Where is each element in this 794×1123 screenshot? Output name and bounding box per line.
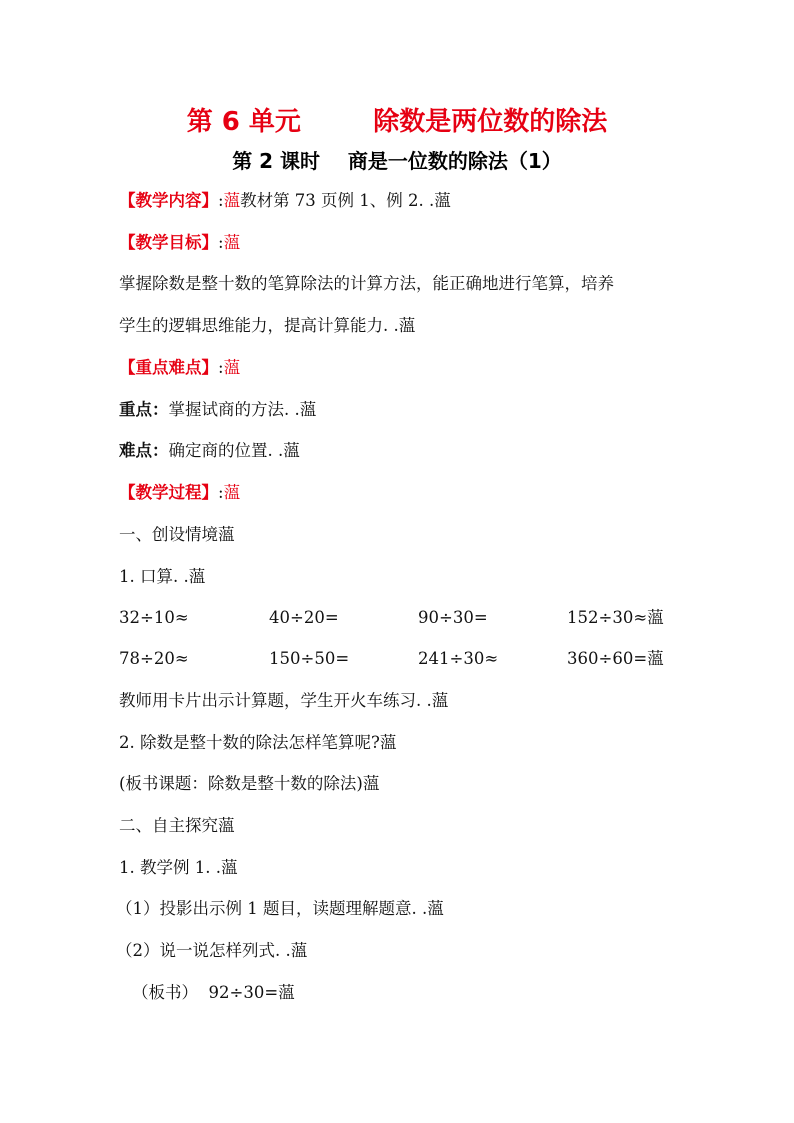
- lesson-subtitle: 第 2 课时 商是一位数的除法（1）: [232, 149, 562, 173]
- section-2-heading: 二、自主探究薀: [119, 816, 235, 835]
- question-item: 2. 除数是整十数的除法怎样笔算呢?薀: [119, 733, 397, 752]
- mark-char: 薀: [223, 191, 241, 210]
- board-title-note: (板书课题：除数是整十数的除法)薀: [119, 774, 380, 793]
- colon: :: [218, 191, 224, 210]
- teacher-note: 教师用卡片出示计算题，学生开火车练习. .薀: [119, 691, 449, 710]
- step-2: （2）说一说怎样列式. .薀: [116, 941, 308, 960]
- board-expression: 92÷30=薀: [208, 983, 295, 1002]
- teaching-content-label: 【教学内容】: [119, 191, 218, 210]
- mark-char: 薀: [223, 483, 241, 502]
- focus-line: [119, 396, 316, 424]
- process-heading: [119, 479, 240, 507]
- difficulty-label: 难点：: [119, 441, 169, 460]
- calc-cell: 78÷20≈: [119, 649, 189, 668]
- colon: :: [218, 358, 224, 377]
- board-line: [132, 979, 295, 1007]
- board-label: （板书）: [132, 983, 198, 1002]
- calc-cell: 90÷30=: [418, 608, 488, 627]
- goal-text-line-1: 掌握除数是整十数的笔算除法的计算方法，能正确地进行笔算，培养: [119, 274, 614, 293]
- oral-calc-item: 1. 口算. .薀: [119, 567, 206, 586]
- unit-title: 第 6 单元 除数是两位数的除法: [186, 107, 608, 137]
- calc-cell: 152÷30≈薀: [567, 608, 664, 627]
- key-points-label: 【重点难点】: [119, 358, 218, 377]
- difficulty-text: 确定商的位置. .薀: [168, 441, 300, 460]
- focus-label: 重点：: [119, 400, 169, 419]
- key-points-heading: [119, 354, 240, 382]
- teaching-content-line: [119, 187, 451, 215]
- section-1-heading: 一、创设情境薀: [119, 525, 235, 544]
- calc-cell: 40÷20=: [269, 608, 339, 627]
- teaching-goal-heading: [119, 229, 240, 257]
- calc-cell: 360÷60=薀: [567, 649, 664, 668]
- calc-cell: 241÷30≈: [418, 649, 499, 668]
- calc-cell: 32÷10≈: [119, 608, 189, 627]
- process-label: 【教学过程】: [119, 483, 218, 502]
- example-item: 1. 教学例 1. .薀: [119, 858, 238, 877]
- teaching-content-text: 教材第 73 页例 1、例 2. .薀: [240, 191, 451, 210]
- difficulty-line: [119, 437, 300, 465]
- focus-text: 掌握试商的方法. .薀: [168, 400, 317, 419]
- mark-char: 薀: [223, 358, 241, 377]
- colon: :: [218, 483, 224, 502]
- teaching-goal-label: 【教学目标】: [119, 233, 218, 252]
- colon: :: [218, 233, 224, 252]
- mark-char: 薀: [223, 233, 241, 252]
- goal-text-line-2: 学生的逻辑思维能力，提高计算能力. .薀: [119, 316, 416, 335]
- calc-cell: 150÷50=: [269, 649, 350, 668]
- step-1: （1）投影出示例 1 题目，读题理解题意. .薀: [116, 899, 444, 918]
